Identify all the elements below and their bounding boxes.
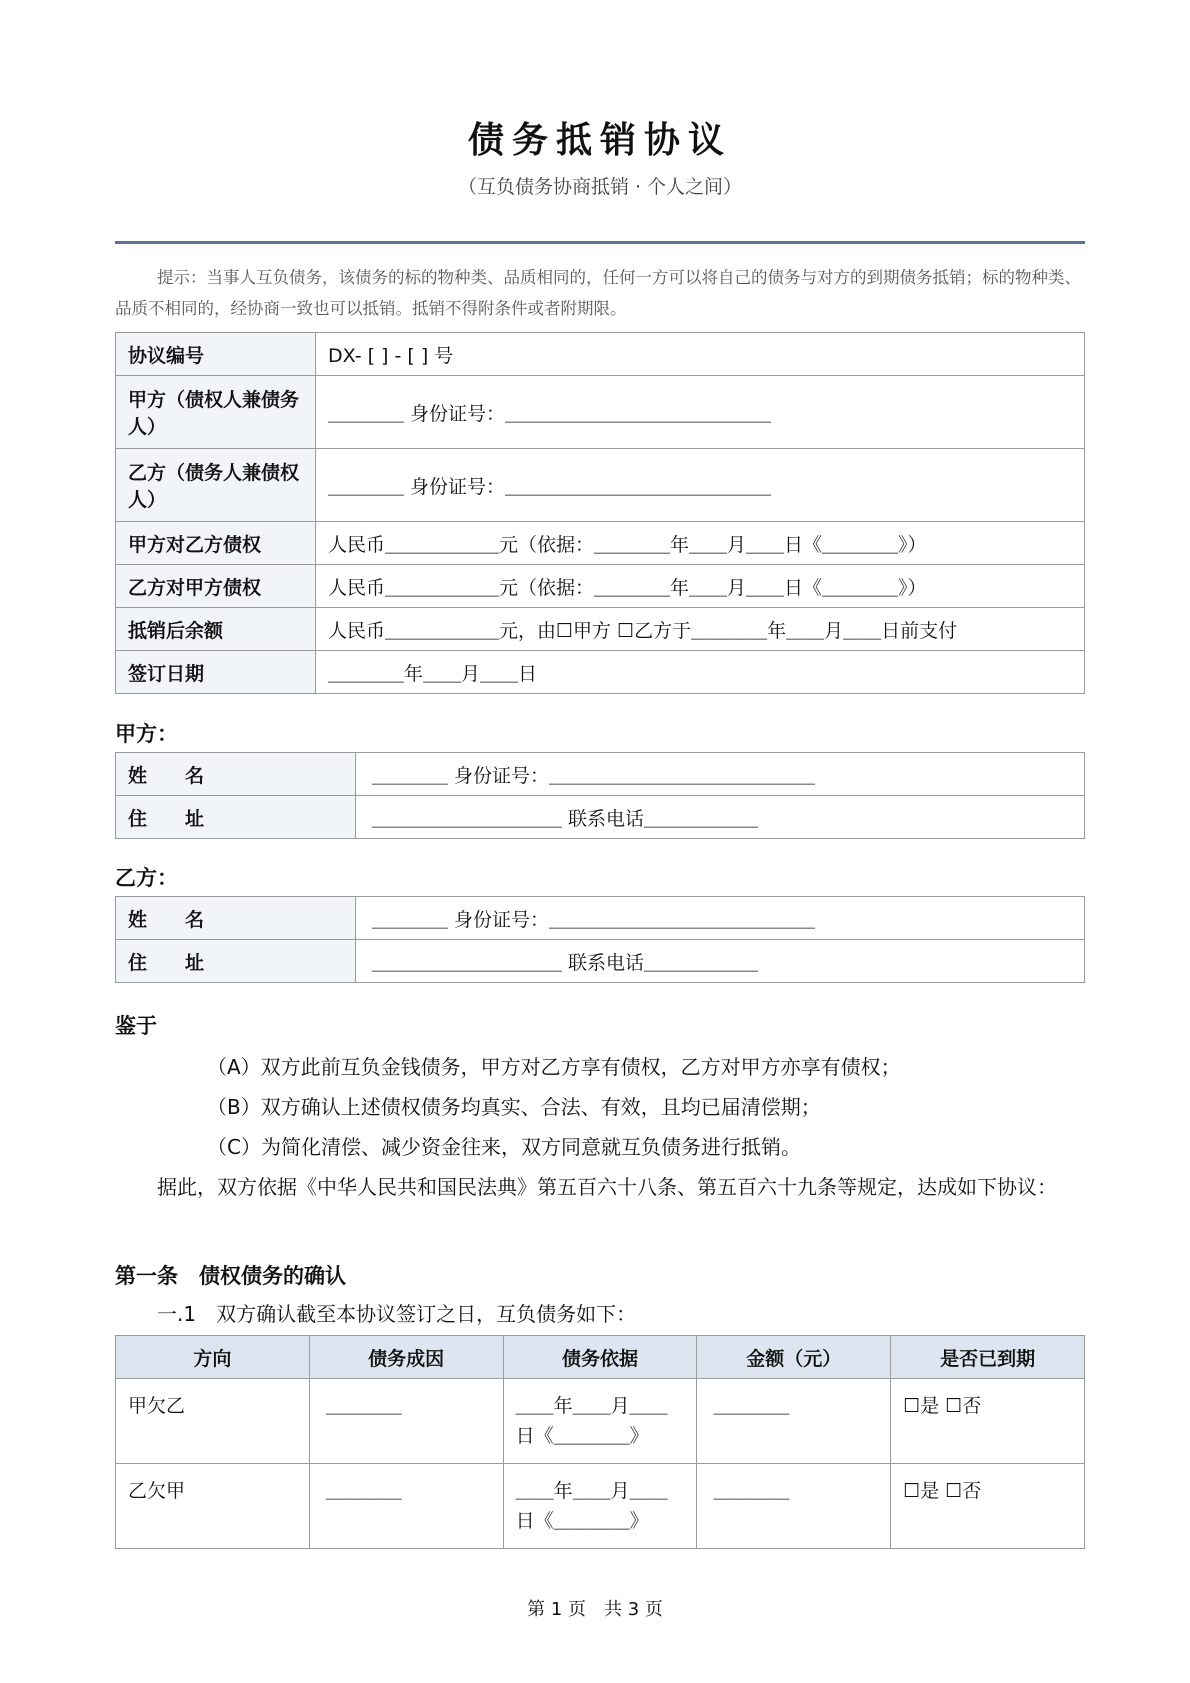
party-b-label: 住 址 (116, 940, 356, 983)
info-label: 签订日期 (116, 651, 316, 694)
debt-cell: 乙欠甲 (116, 1464, 310, 1549)
info-value: DX- [ ] - [ ] 号 (316, 333, 1085, 376)
info-row (116, 651, 1085, 694)
info-label: 甲方对乙方债权 (116, 522, 316, 565)
info-row (116, 333, 1085, 376)
title-divider (115, 241, 1085, 244)
info-value: ＿＿＿＿ 身份证号：＿＿＿＿＿＿＿＿＿＿＿＿＿＿ (316, 449, 1085, 522)
party-a-label: 姓 名 (116, 753, 356, 796)
page-footer: 第 1 页 共 3 页 (527, 1599, 663, 1620)
party-a-value: ＿＿＿＿ 身份证号：＿＿＿＿＿＿＿＿＿＿＿＿＿＿ (356, 753, 1085, 796)
whereas-heading: 鉴于 (115, 1014, 157, 1038)
party-a-table (115, 752, 1085, 839)
debt-header-cell: 方向 (116, 1336, 310, 1379)
party-b-row (116, 897, 1085, 940)
info-row (116, 449, 1085, 522)
info-row (116, 522, 1085, 565)
info-value: 人民币＿＿＿＿＿＿元（依据：＿＿＿＿年＿＿月＿＿日《＿＿＿＿》） (316, 565, 1085, 608)
debt-cell: ＿＿＿＿ (309, 1379, 503, 1464)
document-subtitle: （互负债务协商抵销 · 个人之间） (457, 176, 743, 198)
party-b-heading: 乙方： (115, 866, 178, 890)
whereas-item-a: （A）双方此前互负金钱债务，甲方对乙方享有债权，乙方对甲方亦享有债权； (207, 1055, 901, 1079)
info-value: 人民币＿＿＿＿＿＿元，由☐甲方 ☐乙方于＿＿＿＿年＿＿月＿＿日前支付 (316, 608, 1085, 651)
info-row (116, 376, 1085, 449)
party-b-value: ＿＿＿＿＿＿＿＿＿＿ 联系电话＿＿＿＿＿＿ (356, 940, 1085, 983)
debt-cell: ＿＿年＿＿月＿＿日《＿＿＿＿》 (503, 1464, 697, 1549)
debt-table-header (116, 1336, 1085, 1379)
info-label: 甲方（债权人兼债务人） (116, 376, 316, 449)
debt-cell-checkbox[interactable]: ☐是 ☐否 (891, 1464, 1085, 1549)
party-a-value: ＿＿＿＿＿＿＿＿＿＿ 联系电话＿＿＿＿＿＿ (356, 796, 1085, 839)
article-1-clause: 一.1 双方确认截至本协议签订之日，互负债务如下： (157, 1302, 637, 1326)
debt-header-cell: 金额（元） (697, 1336, 891, 1379)
info-label: 协议编号 (116, 333, 316, 376)
table-row (116, 1379, 1085, 1464)
party-a-label: 住 址 (116, 796, 356, 839)
debt-cell: ＿＿＿＿ (697, 1464, 891, 1549)
party-b-row (116, 940, 1085, 983)
debt-cell: ＿＿年＿＿月＿＿日《＿＿＿＿》 (503, 1379, 697, 1464)
info-value: 人民币＿＿＿＿＿＿元（依据：＿＿＿＿年＿＿月＿＿日《＿＿＿＿》） (316, 522, 1085, 565)
info-label: 乙方对甲方债权 (116, 565, 316, 608)
debt-header-cell: 债务成因 (309, 1336, 503, 1379)
agreement-info-table (115, 332, 1085, 694)
info-value: ＿＿＿＿ 身份证号：＿＿＿＿＿＿＿＿＿＿＿＿＿＿ (316, 376, 1085, 449)
info-row (116, 608, 1085, 651)
party-a-heading: 甲方： (115, 722, 178, 746)
debt-cell: ＿＿＿＿ (697, 1379, 891, 1464)
document-title: 债务抵销协议 (467, 120, 732, 161)
tip-paragraph: 提示：当事人互负债务，该债务的标的物种类、品质相同的，任何一方可以将自己的债务与对方的到期债务抵销；标的物种类、品质不相同的，经协商一致也可以抵销。抵销不得附条件或者附期限。 (115, 268, 1081, 318)
debt-table (115, 1335, 1085, 1549)
debt-cell: 甲欠乙 (116, 1379, 310, 1464)
whereas-item-b: （B）双方确认上述债权债务均真实、合法、有效，且均已届清偿期； (207, 1095, 821, 1119)
info-value: ＿＿＿＿年＿＿月＿＿日 (316, 651, 1085, 694)
party-b-label: 姓 名 (116, 897, 356, 940)
info-label: 乙方（债务人兼债权人） (116, 449, 316, 522)
info-row (116, 565, 1085, 608)
whereas-item-c: （C）为简化清偿、减少资金往来，双方同意就互负债务进行抵销。 (207, 1135, 801, 1159)
whereas-conclusion: 据此，双方依据《中华人民共和国民法典》第五百六十八条、第五百六十九条等规定，达成如下协议： (157, 1175, 1057, 1199)
table-row (116, 1464, 1085, 1549)
debt-header-cell: 是否已到期 (891, 1336, 1085, 1379)
party-b-table (115, 896, 1085, 983)
info-label: 抵销后余额 (116, 608, 316, 651)
debt-cell-checkbox[interactable]: ☐是 ☐否 (891, 1379, 1085, 1464)
party-a-row (116, 796, 1085, 839)
party-b-value: ＿＿＿＿ 身份证号：＿＿＿＿＿＿＿＿＿＿＿＿＿＿ (356, 897, 1085, 940)
debt-header-cell: 债务依据 (503, 1336, 697, 1379)
debt-cell: ＿＿＿＿ (309, 1464, 503, 1549)
party-a-row (116, 753, 1085, 796)
article-1-heading: 第一条 债权债务的确认 (115, 1264, 346, 1288)
